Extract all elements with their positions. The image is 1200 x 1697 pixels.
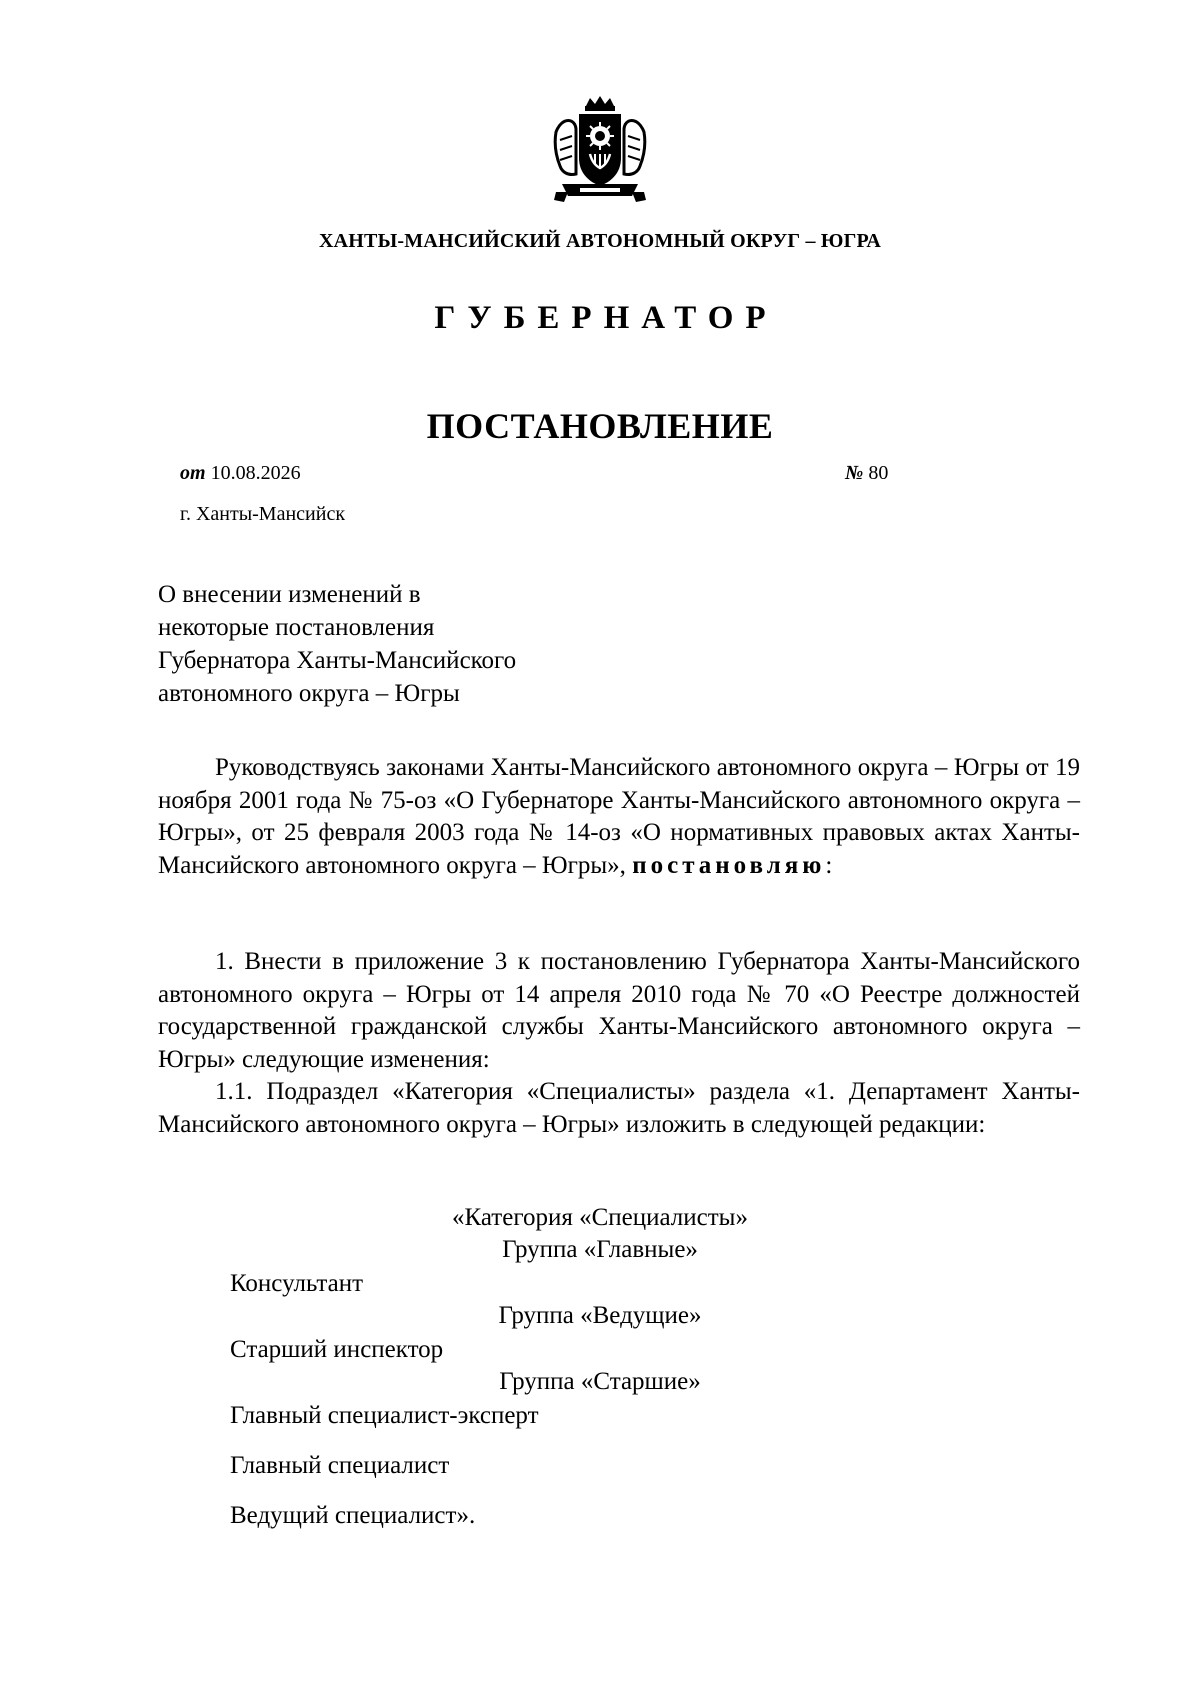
number-prefix: № (845, 462, 864, 484)
item-1-1-paragraph: 1.1. Подраздел «Категория «Специалисты» раздела «1. Департамент Ханты-Мансийского автономного округа – Югры» изложить в следующей редакции: (158, 1078, 1080, 1138)
subject-line: О внесении изменений в (158, 581, 421, 608)
position-consultant: Консультант (230, 1270, 364, 1297)
coat-of-arms-emblem (552, 96, 648, 206)
group-heading-leading: Группа «Ведущие» (498, 1302, 702, 1329)
document-city: г. Ханты-Мансийск (180, 503, 346, 525)
position-senior-inspector: Старший инспектор (230, 1336, 444, 1363)
preamble-text: Руководствуясь законами Ханты-Мансийского автономного округа – Югры от 19 ноября 2001 года № 75-оз «О Губернаторе Ханты-Мансийского автономного округа – Югры», от 25 февраля 2003 года № 14-оз «О нормативных правовых актах Ханты-Мансийского автономного округа – Югры», (158, 754, 1080, 879)
document-number (845, 462, 888, 485)
document-subject (158, 578, 658, 710)
number-value: 80 (868, 462, 889, 484)
preamble-paragraph (158, 752, 1080, 882)
document-type-title: ПОСТАНОВЛЕНИЕ (426, 406, 774, 446)
decree-word: постановляю (632, 851, 826, 879)
region-title: ХАНТЫ-МАНСИЙСКИЙ АВТОНОМНЫЙ ОКРУГ – ЮГРА (319, 230, 881, 252)
group-heading-main: Группа «Главные» (502, 1236, 698, 1263)
document-date (180, 462, 301, 485)
decree-colon: : (825, 851, 833, 879)
group-heading-senior: Группа «Старшие» (499, 1368, 701, 1395)
date-prefix: от (180, 462, 206, 484)
subject-line: некоторые постановления (158, 614, 435, 641)
position-chief-expert: Главный специалист-эксперт (230, 1402, 539, 1429)
date-value: 10.08.2026 (210, 462, 301, 484)
category-heading: «Категория «Специалисты» (452, 1204, 748, 1231)
authority-title: ГУБЕРНАТОР (434, 300, 778, 336)
position-leading-specialist: Ведущий специалист». (230, 1502, 476, 1529)
item-1-paragraph: 1. Внести в приложение 3 к постановлению Губернатора Ханты-Мансийского автономного округа – Югры от 14 апреля 2010 года № 70 «О Реестре должностей государственной гражданской службы Ханты-Мансийского автономного округа – Югры» следующие изменения: (158, 948, 1080, 1073)
subject-line: автономного округа – Югры (158, 680, 460, 707)
position-chief-specialist: Главный специалист (230, 1452, 450, 1479)
subject-line: Губернатора Ханты-Мансийского (158, 647, 517, 674)
